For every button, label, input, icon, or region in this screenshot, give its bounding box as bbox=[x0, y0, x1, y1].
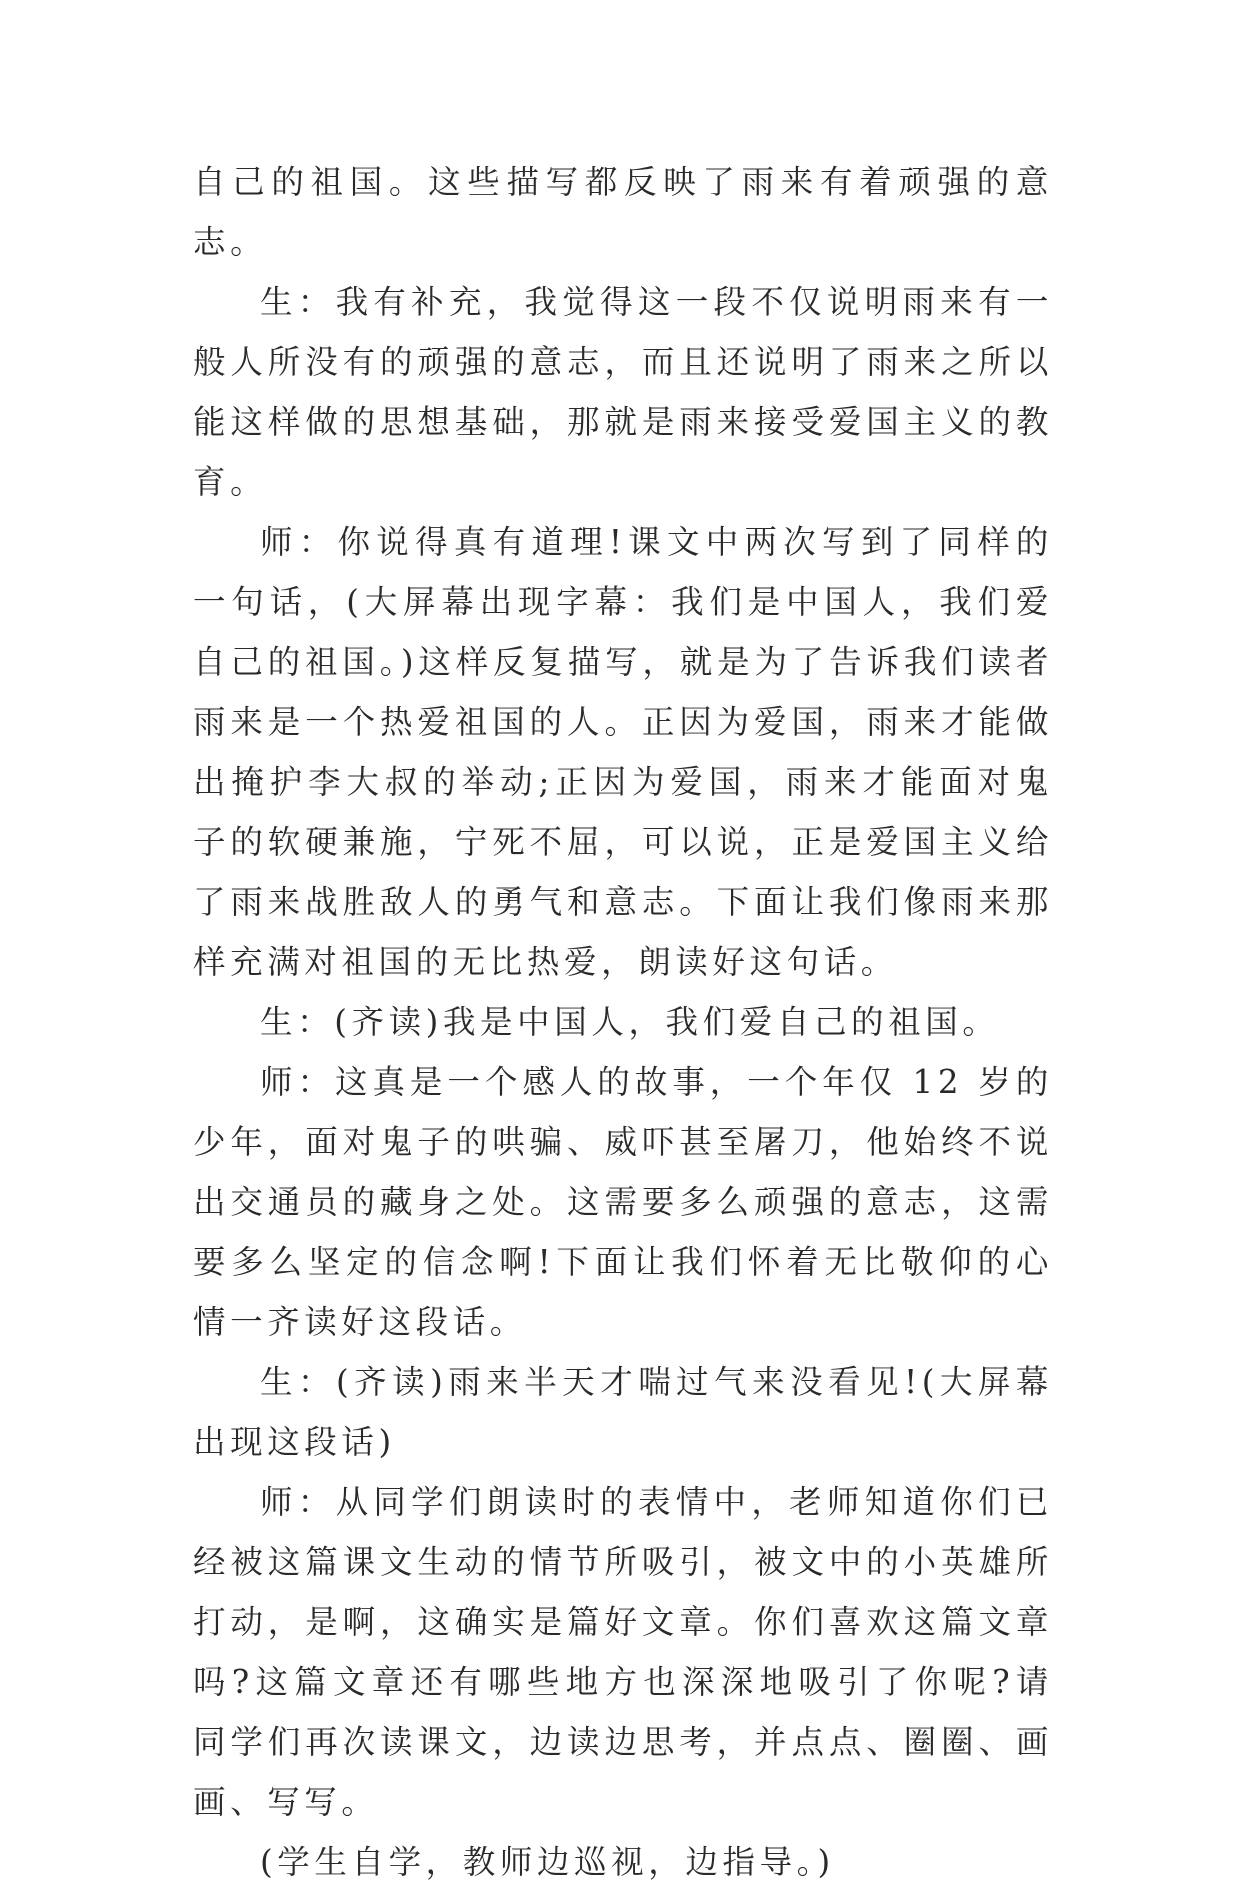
paragraph-stage-direction: (学生自学，教师边巡视，边指导。) bbox=[260, 1843, 835, 1881]
paragraph-continuation: 自己的祖国。这些描写都反映了雨来有着顽强的意志。 bbox=[193, 163, 1053, 261]
paragraph-student-read-aloud: 生：(齐读)我是中国人，我们爱自己的祖国。 bbox=[260, 1003, 1000, 1041]
paragraph-teacher-patriotism: 师：你说得真有道理!课文中两次写到了同样的一句话，(大屏幕出现字幕：我们是中国人，我们爱自己的祖国。)这样反复描写，就是为了告诉我们读者雨来是一个热爱祖国的人。正因为爱国，雨来才能做出掩护李大叔的举动;正因为爱国，雨来才能面对鬼子的软硬兼施，宁死不屈，可以说，正是爱国主义给了雨来战胜敌人的勇气和意志。下面让我们像雨来那样充满对祖国的无比热爱，朗读好这句话。 bbox=[193, 523, 1053, 981]
document-page bbox=[193, 152, 1053, 1892]
paragraph-teacher-self-study: 师：从同学们朗读时的表情中，老师知道你们已经被这篇课文生动的情节所吸引，被文中的小英雄所打动，是啊，这确实是篇好文章。你们喜欢这篇文章吗?这篇文章还有哪些地方也深深地吸引了你呢?请同学们再次读课文，边读边思考，并点点、圈圈、画画、写写。 bbox=[193, 1483, 1053, 1821]
paragraph-student-read-passage: 生：(齐读)雨来半天才喘过气来没看见!(大屏幕出现这段话) bbox=[193, 1363, 1053, 1461]
paragraph-student-supplement: 生：我有补充，我觉得这一段不仅说明雨来有一般人所没有的顽强的意志，而且还说明了雨来之所以能这样做的思想基础，那就是雨来接受爱国主义的教育。 bbox=[193, 283, 1053, 501]
paragraph-teacher-moving-story: 师：这真是一个感人的故事，一个年仅 12 岁的少年，面对鬼子的哄骗、威吓甚至屠刀，他始终不说出交通员的藏身之处。这需要多么顽强的意志，这需要多么坚定的信念啊!下面让我们怀着无比敬仰的心情一齐读好这段话。 bbox=[193, 1063, 1053, 1341]
